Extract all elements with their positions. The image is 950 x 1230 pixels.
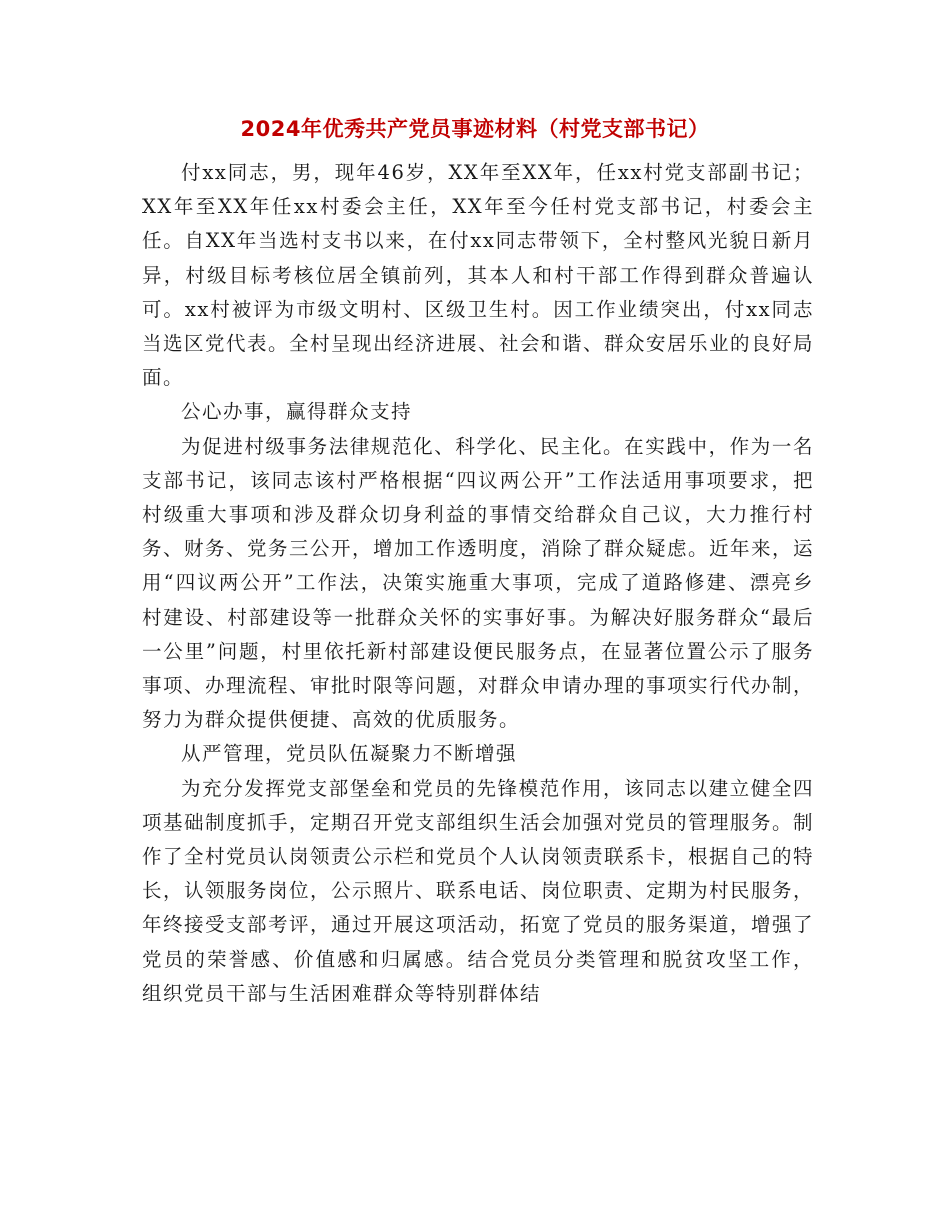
- paragraph-public-service: 为促进村级事务法律规范化、科学化、民主化。在实践中，作为一名支部书记，该同志该村严格根据“四议两公开”工作法适用事项要求，把村级重大事项和涉及群众切身利益的事情交给群众自己议，大力推行村务、财务、党务三公开，增加工作透明度，消除了群众疑虑。近年来，运用“四议两公开”工作法，决策实施重大事项，完成了道路修建、漂亮乡村建设、村部建设等一批群众关怀的实事好事。为解决好服务群众“最后一公里”问题，村里依托新村部建设便民服务点，在显著位置公示了服务事项、办理流程、审批时限等问题，对群众申请办理的事项实行代办制，努力为群众提供便捷、高效的优质服务。: [142, 434, 815, 732]
- document-title: 2024年优秀共产党员事迹材料（村党支部书记）: [240, 117, 710, 141]
- paragraph-biography: 付xx同志，男，现年46岁，XX年至XX年，任xx村党支部副书记；XX年至XX年任xx村委会主任，XX年至今任村党支部书记，村委会主任。自XX年当选村支书以来，在付xx同志带领下，全村整风光貌日新月异，村级目标考核位居全镇前列，其本人和村干部工作得到群众普遍认可。xx村被评为市级文明村、区级卫生村。因工作业绩突出，付xx同志当选区党代表。全村呈现出经济进展、社会和谐、群众安居乐业的良好局面。: [142, 161, 815, 390]
- section-heading-party-management: 从严管理，党员队伍凝聚力不断增强: [181, 742, 518, 766]
- paragraph-party-management: 为充分发挥党支部堡垒和党员的先锋模范作用，该同志以建立健全四项基础制度抓手，定期召开党支部组织生活会加强对党员的管理服务。制作了全村党员认岗领责公示栏和党员个人认岗领责联系卡，根据自己的特长，认领服务岗位，公示照片、联系电话、岗位职责、定期为村民服务，年终接受支部考评，通过开展这项活动，拓宽了党员的服务渠道，增强了党员的荣誉感、价值感和归属感。结合党员分类管理和脱贫攻坚工作， 组织党员干部与生活困难群众等特别群体结: [142, 776, 815, 1005]
- section-heading-public-service: 公心办事，赢得群众支持: [181, 400, 413, 424]
- document-body: [142, 156, 814, 1011]
